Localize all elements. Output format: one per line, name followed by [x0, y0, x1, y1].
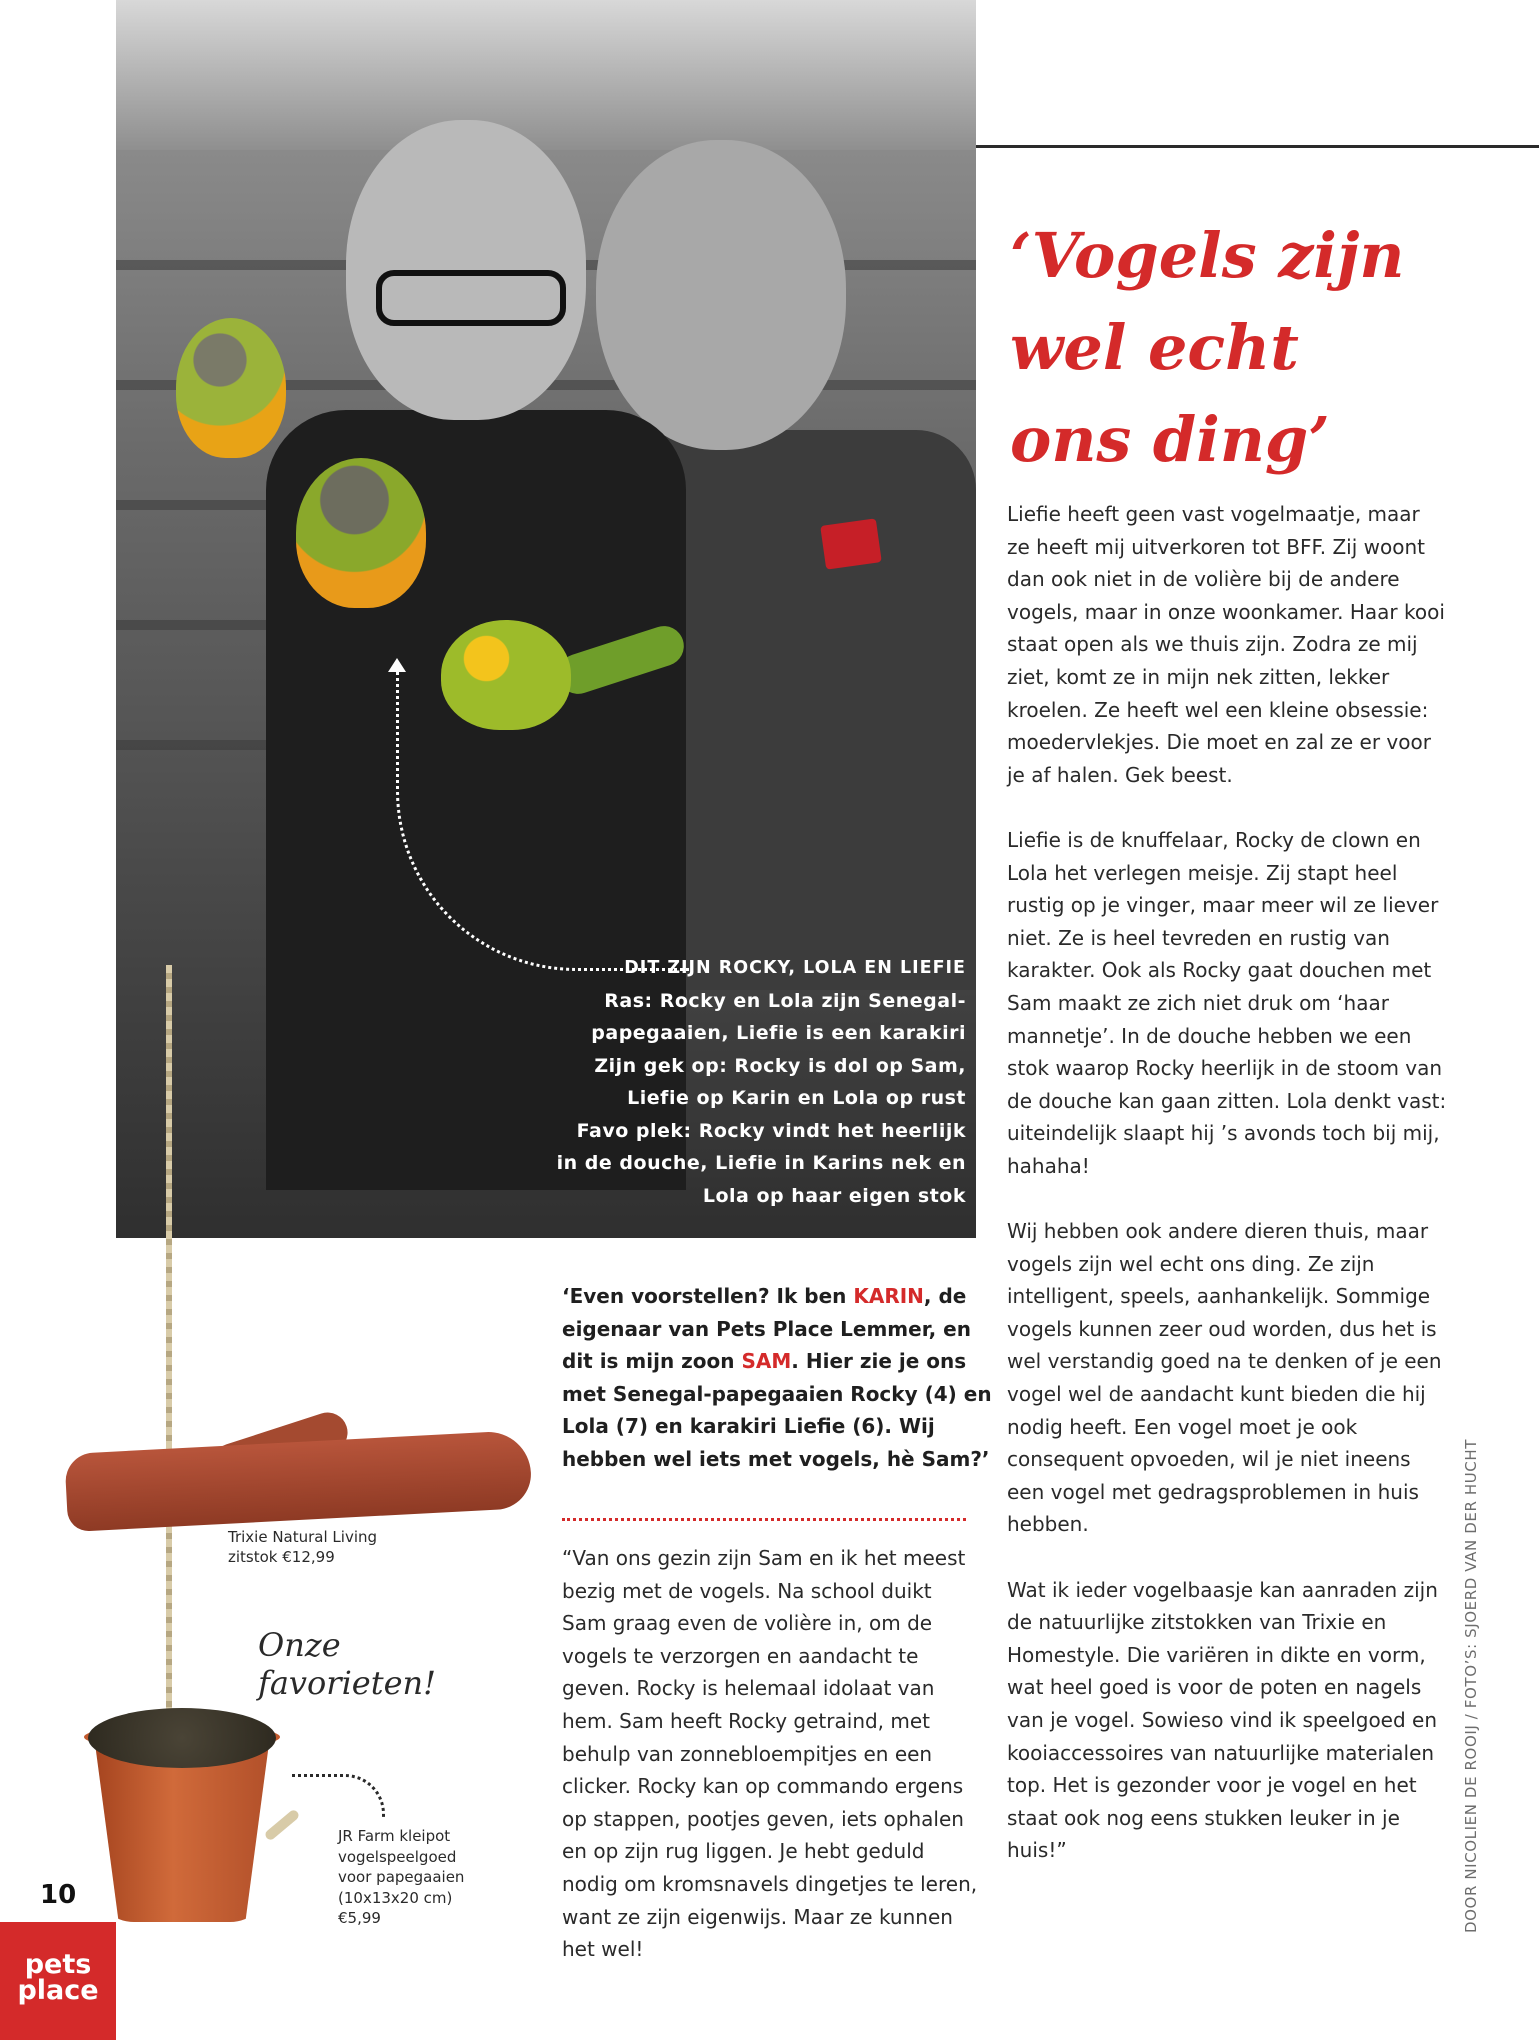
product-label-pot: [338, 1826, 498, 1929]
shirt-logo-badge: [820, 518, 882, 569]
top-rule: [976, 145, 1539, 148]
body-column-right: [1007, 498, 1447, 1867]
clay-pot-seeds: [88, 1708, 276, 1768]
logo-line: pets: [24, 1949, 92, 1980]
body-paragraph: Liefie is de knuffelaar, Rocky de clown en Lola het verlegen meisje. Zij stapt heel rustig op je vinger, maar meer wil ze liever niet. Ze is heel tevreden en rustig van karakter. Ook als Rocky gaat douchen met Sam maakt ze zich niet druk om ‘haar mannetje’. In de douche hebben we een stok waarop Rocky heerlijk in de stoom van de douche kan gaan zitten. Lola denkt vast: uiteindelijk slaapt hij ’s avonds toch bij mij, hahaha!: [1007, 827, 1447, 1178]
caption-line: Zijn gek op: Rocky is dol op Sam,: [594, 1054, 966, 1077]
product-price: €5,99: [338, 1909, 381, 1927]
body-paragraph: Liefie heeft geen vast vogelmaatje, maar ze heeft mij uitverkoren tot BFF. Zij woont dan ook niet in de volière bij de andere vogels, maar in onze woonkamer. Haar kooi staat open als we thuis zijn. Zodra ze mij ziet, komt ze in mijn nek zitten, lekker kroelen. Ze heeft wel een kleine obsessie: moedervlekjes. Die moet en zal ze er voor je af halen. Gek beest.: [1007, 502, 1445, 787]
perch-branch-image: [64, 1430, 532, 1532]
hero-photo: [116, 0, 976, 1238]
rope: [166, 965, 172, 1745]
caption-line: Favo plek: Rocky vindt het heerlijk: [576, 1119, 966, 1142]
body-paragraph: Wij hebben ook andere dieren thuis, maar vogels zijn wel echt ons ding. Ze zijn intelligent, speels, aanhankelijk. Sommige vogels kunnen zeer oud worden, dus het is wel verstandig goed na te denken of je een vogel wel de aandacht kunt bieden die hij nodig heeft. Een vogel moet je ook consequent opvoeden, wil je niet ineens een vogel met gedragsproblemen in huis hebben.: [1007, 1219, 1442, 1537]
body-column-middle: [562, 1542, 982, 1966]
caption-line: Lola op haar eigen stok: [702, 1184, 966, 1207]
intro-text: ‘Even voorstellen? Ik ben: [562, 1284, 854, 1308]
photo-credit: DOOR NICOLIEN DE ROOIJ / FOTO’S: SJOERD VAN DER HUCHT: [1462, 1438, 1480, 1933]
intro-text: . Hier zie je ons met Senegal-papegaaien Rocky (4) en Lola (7) en karakiri Liefie (6). Wij hebben wel iets met vogels, hè Sam?’: [562, 1349, 992, 1471]
caption-line: in de douche, Liefie in Karins nek en: [556, 1152, 966, 1174]
photo-caption: [526, 952, 966, 1212]
product-label-perch: [228, 1527, 428, 1567]
article-heading: ‘Vogels zijn wel echt ons ding’: [1010, 219, 1405, 476]
body-paragraph: “Van ons gezin zijn Sam en ik het meest bezig met de vogels. Na school duikt Sam graag even de volière in, om de vogels te verzorgen en aandacht te geven. Rocky is helemaal idolaat van hem. Sam heeft Rocky getraind, met behulp van zonnebloempitjes en een clicker. Rocky kan op commando ergens op stappen, pootjes geven, iets ophalen en op zijn rug liggen. Je hebt geduld nodig om kromsnavels dingetjes te leren, want ze zijn eigenwijs. Maar ze kunnen het wel!: [562, 1546, 978, 1962]
product-price: zitstok €12,99: [228, 1548, 335, 1566]
intro-text: , de eigenaar van Pets Place Lemmer, en dit is mijn zoon: [562, 1284, 971, 1374]
dotted-divider: [562, 1518, 966, 1521]
product-name: Trixie Natural Living: [228, 1528, 378, 1546]
store-ceiling: [116, 0, 976, 150]
intro-name-karin: KARIN: [853, 1284, 924, 1308]
arrow-head-icon: [388, 658, 406, 672]
body-paragraph: Wat ik ieder vogelbaasje kan aanraden zijn de natuurlijke zitstokken van Trixie en Homestyle. Die variëren in dikte en vorm, wat heel goed is voor de poten en nagels van je vogel. Sowieso vind ik speelgoed en kooiaccessoires van natuurlijke materialen top. Het is gezonder voor je vogel en het staat ook nog eens stukken leuker in je huis!”: [1007, 1577, 1438, 1863]
dotted-pointer: [292, 1774, 385, 1817]
intro-name-sam: SAM: [741, 1349, 792, 1374]
caption-line: papegaaien, Liefie is een karakiri: [591, 1022, 966, 1044]
caption-line: Ras: Rocky en Lola zijn Senegal-: [604, 989, 966, 1012]
product-size: (10x13x20 cm): [338, 1888, 453, 1907]
caption-title: DIT ZIJN ROCKY, LOLA EN LIEFIE: [624, 958, 966, 978]
favorites-title: Onze favorieten!: [258, 1626, 436, 1702]
glasses: [376, 270, 566, 326]
woman-head: [596, 140, 846, 450]
intro-paragraph: [562, 1280, 992, 1476]
logo-text: [0, 1949, 116, 2006]
product-desc: vogelspeelgoed: [338, 1847, 457, 1866]
page-number: 10: [40, 1880, 77, 1910]
caption-line: Liefie op Karin en Lola op rust: [627, 1087, 966, 1109]
product-name: JR Farm kleipot: [338, 1827, 451, 1845]
parrot-on-shoulder: [176, 318, 286, 458]
parrot-on-hand: [296, 458, 426, 608]
logo-line: place: [17, 1975, 99, 2006]
product-desc: voor papegaaien: [338, 1868, 465, 1886]
